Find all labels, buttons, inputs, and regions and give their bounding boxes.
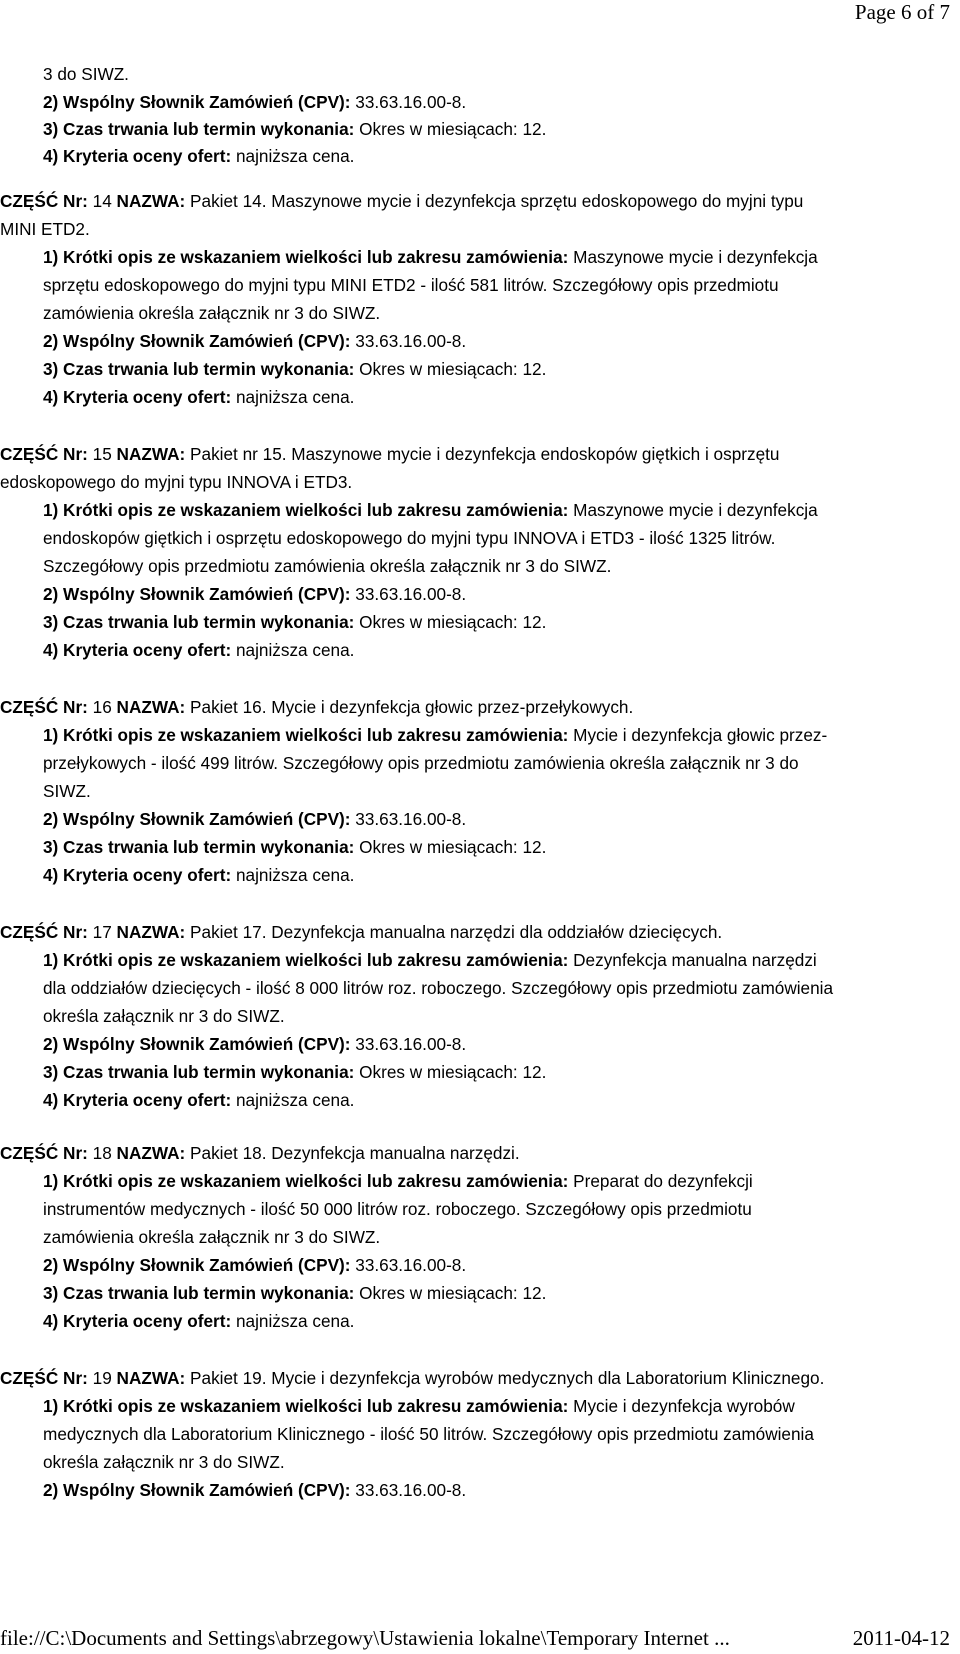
part-name-label: NAZWA: [116, 1143, 186, 1163]
duration-value: Okres w miesiącach: 12. [354, 1283, 547, 1303]
duration-value: Okres w miesiącach: 12. [354, 1062, 547, 1082]
part-nr: 17 [87, 922, 117, 942]
duration-label: 3) Czas trwania lub termin wykonania: [43, 119, 355, 139]
desc-label: 1) Krótki opis ze wskazaniem wielkości lub zakresu zamówienia: [43, 1396, 569, 1416]
duration-label: 3) Czas trwania lub termin wykonania: [43, 612, 355, 632]
desc-line [43, 1398, 795, 1415]
criteria-value: najniższa cena. [231, 146, 355, 166]
desc-cont: endoskopów giętkich i osprzętu edoskopowego do myjni typu INNOVA i ETD3 - ilość 1325 litrów. [43, 528, 776, 548]
part-name: Pakiet 18. Dezynfekcja manualna narzędzi. [185, 1143, 520, 1163]
duration-line [43, 121, 546, 138]
cpv-label: 2) Wspólny Słownik Zamówień (CPV): [43, 1034, 351, 1054]
criteria-value: najniższa cena. [231, 865, 355, 885]
desc-label: 1) Krótki opis ze wskazaniem wielkości lub zakresu zamówienia: [43, 1171, 569, 1191]
part-nr-label: CZĘŚĆ Nr: [0, 1143, 88, 1163]
criteria-line [43, 1092, 354, 1109]
part-header [0, 446, 779, 463]
part-name-label: NAZWA: [116, 1368, 186, 1388]
footer-date: 2011-04-12 [852, 1626, 950, 1650]
desc-cont: określa załącznik nr 3 do SIWZ. [43, 1452, 285, 1472]
part-name-cont: edoskopowego do myjni typu INNOVA i ETD3. [0, 472, 353, 492]
cpv-label: 2) Wspólny Słownik Zamówień (CPV): [43, 809, 351, 829]
duration-line [43, 361, 546, 378]
desc-label: 1) Krótki opis ze wskazaniem wielkości lub zakresu zamówienia: [43, 725, 569, 745]
cpv-line [43, 1036, 466, 1053]
desc-line [43, 952, 817, 969]
duration-value: Okres w miesiącach: 12. [354, 612, 547, 632]
cpv-line [43, 586, 466, 603]
cpv-line [43, 811, 466, 828]
desc-cont: zamówienia określa załącznik nr 3 do SIWZ. [43, 303, 381, 323]
criteria-label: 4) Kryteria oceny ofert: [43, 1311, 232, 1331]
criteria-line [43, 148, 354, 165]
desc-cont: sprzętu edoskopowego do myjni typu MINI ETD2 - ilość 581 litrów. Szczegółowy opis przedmiotu [43, 275, 779, 295]
desc-value: Dezynfekcja manualna narzędzi [568, 950, 817, 970]
duration-label: 3) Czas trwania lub termin wykonania: [43, 359, 355, 379]
part-name-cont: MINI ETD2. [0, 219, 90, 239]
desc-cont: przełykowych - ilość 499 litrów. Szczegółowy opis przedmiotu zamówienia określa załącznik nr 3 do [43, 753, 799, 773]
duration-value: Okres w miesiącach: 12. [354, 359, 547, 379]
desc-line [43, 502, 818, 519]
cpv-value: 33.63.16.00-8. [350, 92, 467, 112]
criteria-line [43, 642, 354, 659]
criteria-value: najniższa cena. [231, 1311, 355, 1331]
desc-label: 1) Krótki opis ze wskazaniem wielkości lub zakresu zamówienia: [43, 247, 569, 267]
duration-line [43, 839, 546, 856]
cpv-value: 33.63.16.00-8. [350, 1480, 467, 1500]
criteria-label: 4) Kryteria oceny ofert: [43, 865, 232, 885]
criteria-label: 4) Kryteria oceny ofert: [43, 146, 232, 166]
part-nr: 19 [87, 1368, 117, 1388]
part-nr-label: CZĘŚĆ Nr: [0, 191, 88, 211]
cpv-label: 2) Wspólny Słownik Zamówień (CPV): [43, 331, 351, 351]
cpv-value: 33.63.16.00-8. [350, 331, 467, 351]
duration-value: Okres w miesiącach: 12. [354, 119, 547, 139]
criteria-line [43, 867, 354, 884]
part-name: Pakiet 14. Maszynowe mycie i dezynfekcja sprzętu edoskopowego do myjni typu [185, 191, 804, 211]
footer-file-path: file://C:\Documents and Settings\abrzegowy\Ustawienia lokalne\Temporary Internet ... [0, 1626, 730, 1650]
part-name: Pakiet 16. Mycie i dezynfekcja głowic przez-przełykowych. [185, 697, 634, 717]
desc-label: 1) Krótki opis ze wskazaniem wielkości lub zakresu zamówienia: [43, 950, 569, 970]
part-name-label: NAZWA: [116, 191, 186, 211]
part-header [0, 924, 722, 941]
part-name-label: NAZWA: [116, 697, 186, 717]
desc-cont: medycznych dla Laboratorium Klinicznego - ilość 50 litrów. Szczegółowy opis przedmiotu zamówienia [43, 1424, 814, 1444]
cpv-label: 2) Wspólny Słownik Zamówień (CPV): [43, 1480, 351, 1500]
part-nr: 18 [87, 1143, 117, 1163]
criteria-value: najniższa cena. [231, 387, 355, 407]
part-name-label: NAZWA: [116, 444, 186, 464]
part-nr: 14 [87, 191, 117, 211]
cpv-line [43, 94, 466, 111]
duration-line [43, 1285, 546, 1302]
part-name: Pakiet 17. Dezynfekcja manualna narzędzi dla oddziałów dziecięcych. [185, 922, 723, 942]
part-nr-label: CZĘŚĆ Nr: [0, 444, 88, 464]
desc-label: 1) Krótki opis ze wskazaniem wielkości lub zakresu zamówienia: [43, 500, 569, 520]
desc-cont: instrumentów medycznych - ilość 50 000 litrów roz. roboczego. Szczegółowy opis przedmiotu [43, 1199, 752, 1219]
desc-cont: dla oddziałów dziecięcych - ilość 8 000 litrów roz. roboczego. Szczegółowy opis przedmiotu zamówienia [43, 978, 834, 998]
cpv-line [43, 1257, 466, 1274]
desc-value: Maszynowe mycie i dezynfekcja [568, 500, 818, 520]
part-nr-label: CZĘŚĆ Nr: [0, 697, 88, 717]
part-nr-label: CZĘŚĆ Nr: [0, 922, 88, 942]
desc-cont: zamówienia określa załącznik nr 3 do SIWZ. [43, 1227, 381, 1247]
cpv-value: 33.63.16.00-8. [350, 809, 467, 829]
criteria-label: 4) Kryteria oceny ofert: [43, 1090, 232, 1110]
duration-label: 3) Czas trwania lub termin wykonania: [43, 1283, 355, 1303]
criteria-line [43, 389, 354, 406]
part-header [0, 699, 633, 716]
duration-line [43, 614, 546, 631]
part-name-label: NAZWA: [116, 922, 186, 942]
desc-value: Maszynowe mycie i dezynfekcja [568, 247, 818, 267]
criteria-value: najniższa cena. [231, 1090, 355, 1110]
part-nr-label: CZĘŚĆ Nr: [0, 1368, 88, 1388]
cpv-line [43, 1482, 466, 1499]
part-name: Pakiet nr 15. Maszynowe mycie i dezynfekcja endoskopów giętkich i osprzętu [185, 444, 780, 464]
duration-value: Okres w miesiącach: 12. [354, 837, 547, 857]
part-nr: 15 [87, 444, 117, 464]
intro-line: 3 do SIWZ. [43, 64, 129, 84]
criteria-label: 4) Kryteria oceny ofert: [43, 387, 232, 407]
cpv-label: 2) Wspólny Słownik Zamówień (CPV): [43, 584, 351, 604]
desc-cont: Szczegółowy opis przedmiotu zamówienia określa załącznik nr 3 do SIWZ. [43, 556, 612, 576]
part-header [0, 1145, 520, 1162]
criteria-label: 4) Kryteria oceny ofert: [43, 640, 232, 660]
desc-line [43, 249, 818, 266]
part-header [0, 1370, 824, 1387]
duration-label: 3) Czas trwania lub termin wykonania: [43, 1062, 355, 1082]
duration-line [43, 1064, 546, 1081]
cpv-label: 2) Wspólny Słownik Zamówień (CPV): [43, 1255, 351, 1275]
desc-value: Mycie i dezynfekcja głowic przez- [568, 725, 828, 745]
cpv-label: 2) Wspólny Słownik Zamówień (CPV): [43, 92, 351, 112]
desc-line [43, 727, 827, 744]
part-name: Pakiet 19. Mycie i dezynfekcja wyrobów medycznych dla Laboratorium Klinicznego. [185, 1368, 825, 1388]
cpv-value: 33.63.16.00-8. [350, 1034, 467, 1054]
desc-cont: SIWZ. [43, 781, 91, 801]
desc-cont: określa załącznik nr 3 do SIWZ. [43, 1006, 285, 1026]
cpv-value: 33.63.16.00-8. [350, 1255, 467, 1275]
desc-line [43, 1173, 753, 1190]
desc-value: Mycie i dezynfekcja wyrobów [568, 1396, 795, 1416]
duration-label: 3) Czas trwania lub termin wykonania: [43, 837, 355, 857]
cpv-value: 33.63.16.00-8. [350, 584, 467, 604]
desc-value: Preparat do dezynfekcji [568, 1171, 753, 1191]
part-header [0, 193, 803, 210]
criteria-value: najniższa cena. [231, 640, 355, 660]
part-nr: 16 [87, 697, 117, 717]
cpv-line [43, 333, 466, 350]
criteria-line [43, 1313, 354, 1330]
page-number: Page 6 of 7 [854, 0, 950, 24]
